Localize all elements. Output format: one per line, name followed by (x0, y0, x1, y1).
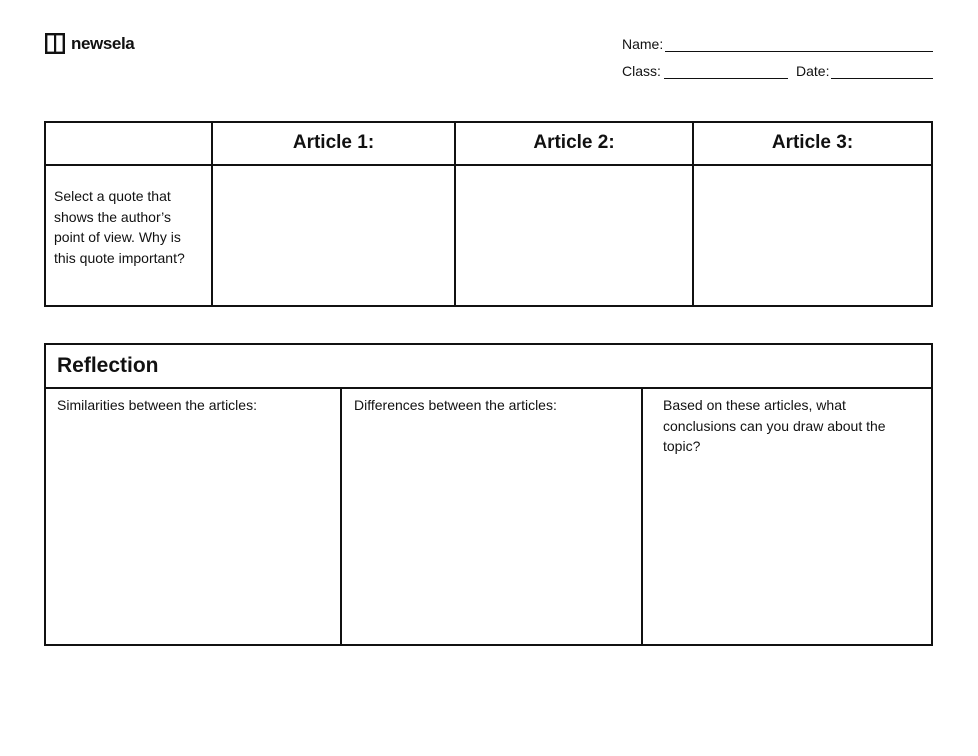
brand-name: newsela (71, 34, 135, 53)
name-field[interactable] (622, 36, 933, 52)
article-3-answer-cell[interactable] (694, 166, 931, 305)
differences-prompt: Differences between the articles: (354, 397, 557, 413)
differences-answer-cell[interactable] (342, 435, 641, 644)
article-2-answer-cell[interactable] (456, 166, 692, 305)
conclusions-prompt: Based on these articles, what conclusions can you draw about the topic? (663, 397, 886, 454)
conclusions-answer-cell[interactable] (643, 455, 931, 644)
date-field[interactable] (796, 63, 933, 79)
similarities-answer-cell[interactable] (46, 435, 340, 644)
article-table (44, 121, 933, 307)
class-line[interactable] (664, 66, 788, 79)
name-line[interactable] (665, 39, 933, 52)
reflection-table (44, 343, 933, 646)
article-2-header: Article 2: (533, 132, 615, 153)
reflection-header-divider (46, 387, 931, 389)
quote-prompt: Select a quote that shows the author’s point of view. Why is this quote important? (54, 188, 185, 266)
date-label: Date: (796, 63, 830, 79)
reflection-title: Reflection (57, 354, 159, 377)
article-1-answer-cell[interactable] (213, 166, 454, 305)
class-label: Class: (622, 63, 661, 79)
newsela-logo (45, 33, 134, 54)
class-field[interactable] (622, 63, 788, 79)
book-icon (45, 33, 65, 54)
date-line[interactable] (831, 66, 933, 79)
article-1-header: Article 1: (292, 132, 375, 153)
article-3-header: Article 3: (771, 132, 854, 153)
similarities-prompt: Similarities between the articles: (57, 397, 257, 413)
name-label: Name: (622, 36, 664, 52)
